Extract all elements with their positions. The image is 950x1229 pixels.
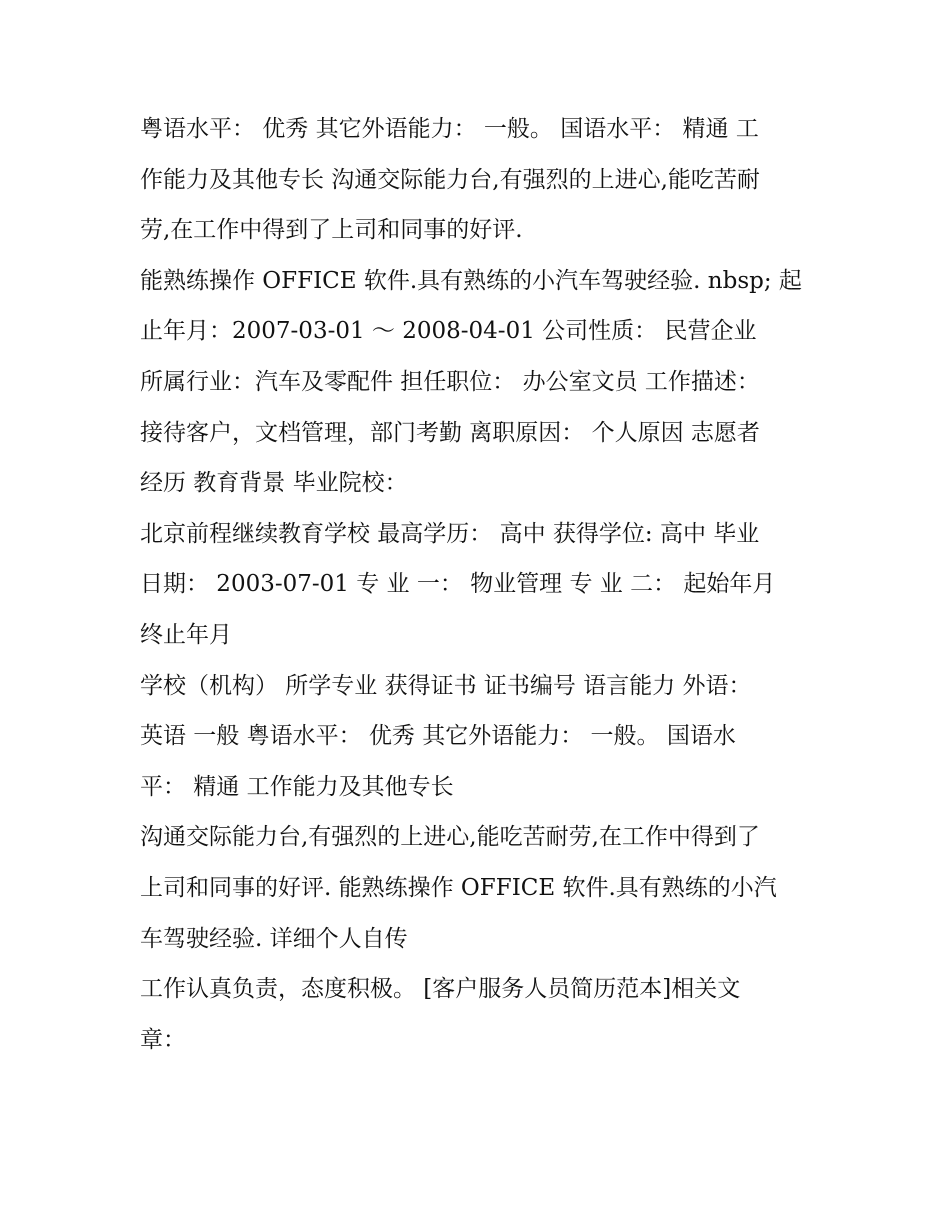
text-line: 日期： 2003-07-01 专 业 一： 物业管理 专 业 二： 起始年月 — [140, 571, 776, 598]
text-line: 车驾驶经验. 详细个人自传 — [140, 925, 408, 952]
text-line: 学校（机构） 所学专业 获得证书 证书编号 语言能力 外语： — [140, 672, 752, 699]
text-line: 粤语水平： 优秀 其它外语能力： 一般。 国语水平： 精通 工 — [140, 116, 759, 142]
text-line: 能熟练操作 OFFICE 软件.具有熟练的小汽车驾驶经验. nbsp; 起 — [140, 267, 802, 294]
text-line: 平： 精通 工作能力及其他专长 — [140, 773, 454, 800]
text-line: 劳,在工作中得到了上司和同事的好评. — [140, 217, 523, 244]
text-line: 终止年月 — [140, 621, 232, 648]
text-line: 接待客户，文档管理，部门考勤 离职原因： 个人原因 志愿者 — [140, 419, 760, 446]
text-line: 经历 教育背景 毕业院校： — [140, 470, 408, 497]
text-line: 工作认真负责，态度积极。 [客户服务人员简历范本]相关文 — [140, 976, 741, 1003]
text-line: 作能力及其他专长 沟通交际能力台,有强烈的上进心,能吃苦耐 — [140, 166, 760, 193]
text-line: 沟通交际能力台,有强烈的上进心,能吃苦耐劳,在工作中得到了 — [140, 824, 760, 851]
document-body — [140, 104, 812, 1065]
text-line: 止年月：2007-03-01 ～ 2008-04-01 公司性质： 民营企业 — [140, 318, 757, 345]
text-line: 所属行业：汽车及零配件 担任职位： 办公室文员 工作描述： — [140, 368, 760, 395]
text-line: 英语 一般 粤语水平： 优秀 其它外语能力： 一般。 国语水 — [140, 723, 736, 750]
text-line: 上司和同事的好评. 能熟练操作 OFFICE 软件.具有熟练的小汽 — [140, 874, 777, 901]
text-line: 章： — [140, 1026, 186, 1053]
text-line: 北京前程继续教育学校 最高学历： 高中 获得学位: 高中 毕业 — [140, 520, 760, 547]
